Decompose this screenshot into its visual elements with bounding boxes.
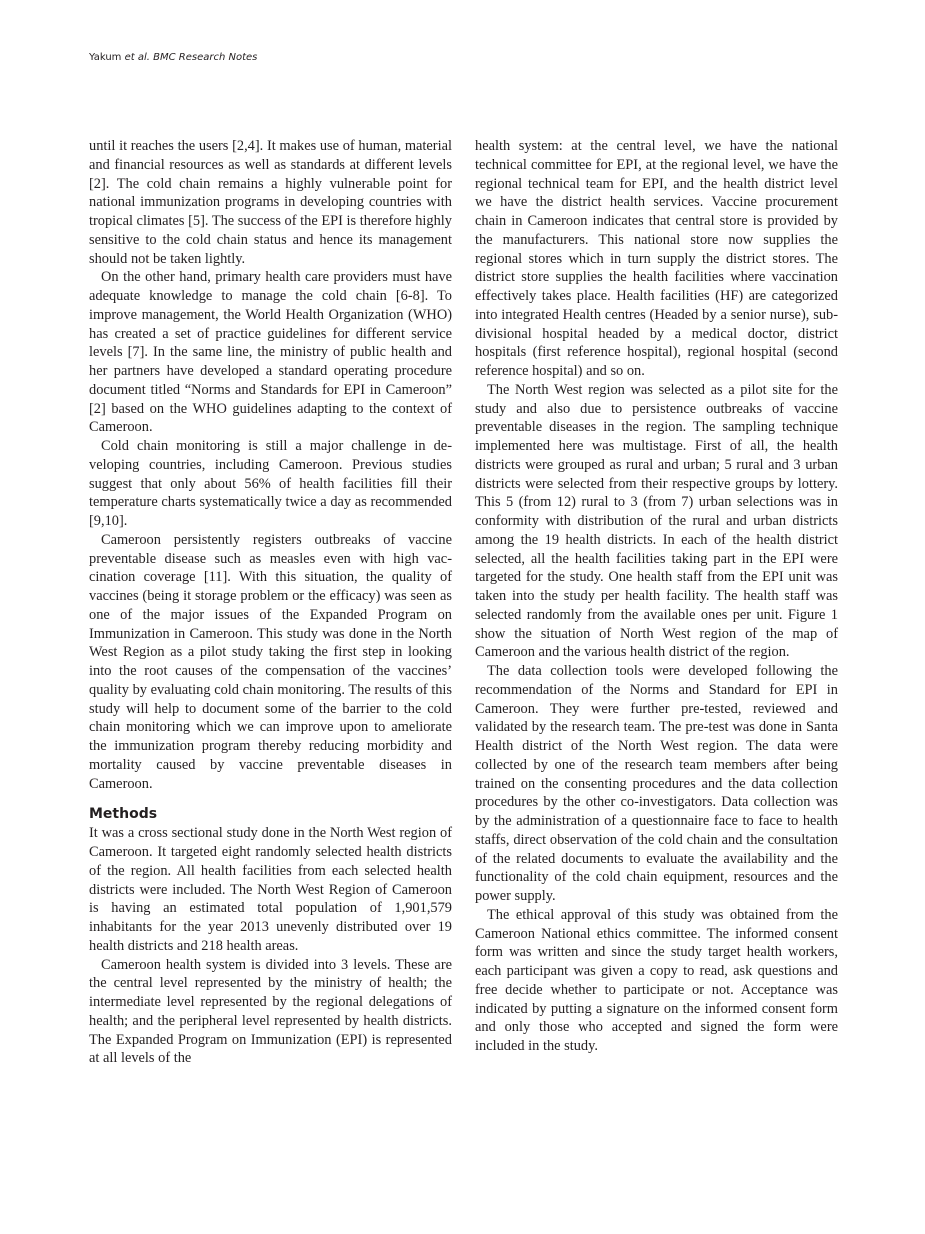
paragraph: Cameroon health system is divided into 3 levels. These are the central level represented by the ministry of health; the intermediate level represented by the regional delegations of health; and the peripheral level represented by health districts. The Expanded Program on Immunization (EPI) is represented at all levels of the [89, 956, 452, 1067]
paragraph: It was a cross sectional study done in the North West region of Cameroon. It targeted eight randomly selected health districts of the region. All health facilities from each selected health districts were included. The North West Region of Cameroon is having an estimated total population of 1,901,579 inhabitants for the year 2013 unevenly distributed over 19 health districts and 218 health areas. [89, 825, 452, 954]
left-column [89, 137, 452, 1068]
paragraph: On the other hand, primary health care providers must have adequate knowledge to manage the cold chain [6-8]. To improve management, the World Health Organization (WHO) has created a set of practice guidelines for different service levels [7]. In the same line, the ministry of public health and her partners have developed a standard operating procedure document titled “Norms and Standards for EPI in Cameroon” [2] based on the WHO guidelines adapting to the context of Cameroon. [89, 269, 452, 436]
section-heading-methods: Methods [89, 806, 158, 823]
paragraph: Cameroon persistently registers outbreaks of vaccine preventable disease such as measles even with high vaccination coverage [11]. With this situation, the quality of vaccines (being it storage problem or the efficacy) was seen as one of the major issues of the Expanded Program on Immunization in Cameroon. This study was done in the North West Region as a pilot study taking the first step in looking into the root causes of the compensation of the vaccines’ quality by evaluating cold chain monitoring. The results of this study will help to document some of the barrier to the cold chain monitoring which we can improve upon to ameliorate the immunization program thereby reducing morbidity and mortality caused by vaccine preventable diseases in Cameroon. [89, 531, 452, 792]
header-etal: et al. [124, 52, 150, 63]
paragraph: The North West region was selected as a pilot site for the study and also due to persistence outbreaks of vaccine preventable diseases in the region. The sampling technique implemented here was multistage. First of all, the health districts were grouped as rural and urban; 5 rural and 3 urban districts were selected from their respective groups by lottery. This 5 (from 12) rural to 3 (from 7) urban selections was in conformity with distribution of the rural and urban districts among the 19 health districts. In each of the health district selected, all the health facilities taking part in the EPI were targeted for the study. One health staff from the EPI unit was taken into the study per health facility. The health staff was selected randomly from the available ones per unit. Figure 1 show the situation of North West region of the map of Cameroon and the various health district of the region. [475, 381, 838, 661]
paragraph: The ethical approval of this study was obtained from the Cameroon National ethics committee. The informed consent form was written and since the study target health workers, each participant was given a copy to read, ask questions and free decide whether to participate or not. Acceptance was indicated by putting a signature on the informed consent form and only those who accepted and signed the form were included in the study. [475, 906, 838, 1054]
paragraph: Cold chain monitoring is still a major challenge in developing countries, including Cameroon. Previous studies suggest that only about 56% of health facilities fill their temperature charts systematically twice a day as recommended [9,10]. [89, 438, 452, 529]
paragraph: health system: at the central level, we have the national technical committee for EPI, at the regional level, we have the regional technical team for EPI, and the health district level we have the district health services. Vaccine procurement chain in Cameroon indicates that central store is provided by the manufacturers. This national store now supplies the regional stores which in turn supply the district stores. The district store supplies the health facilities where vaccination effectively takes place. Health facilities (HF) are categorized into integrated Health centres (Headed by a senior nurse), sub-divisional hospital headed by a medical doctor, district hospitals (first reference hospital), regional hospital (second reference hospital) and so on. [475, 138, 838, 379]
header-journal: BMC Research Notes [153, 52, 258, 63]
paragraph: The data collection tools were developed following the recommendation of the Norms and Standard for EPI in Cameroon. They were further pre-tested, reviewed and validated by the research team. The pre-test was done in Santa Health district of the North West region. The data were collected by one of the research team members after being trained on the consenting procedures and the data collection procedures by the other co-investigators. Data collection was by the administration of a questionnaire face to face to health staffs, direct observation of the cold chain and the consultation of the related documents to evaluate the availability and the functionality of the cold chain equipment, resources and the power supply. [475, 663, 838, 904]
right-column [475, 137, 838, 1056]
running-header [89, 52, 257, 63]
paragraph: until it reaches the users [2,4]. It makes use of human, material and financial resources as well as standards at different levels [2]. The cold chain remains a highly vulnerable point for national immunization programs in developing countries with tropical climates [5]. The success of the EPI is therefore highly sensitive to the cold chain status and hence its management should not be taken lightly. [89, 138, 452, 267]
header-author: Yakum [89, 52, 122, 63]
